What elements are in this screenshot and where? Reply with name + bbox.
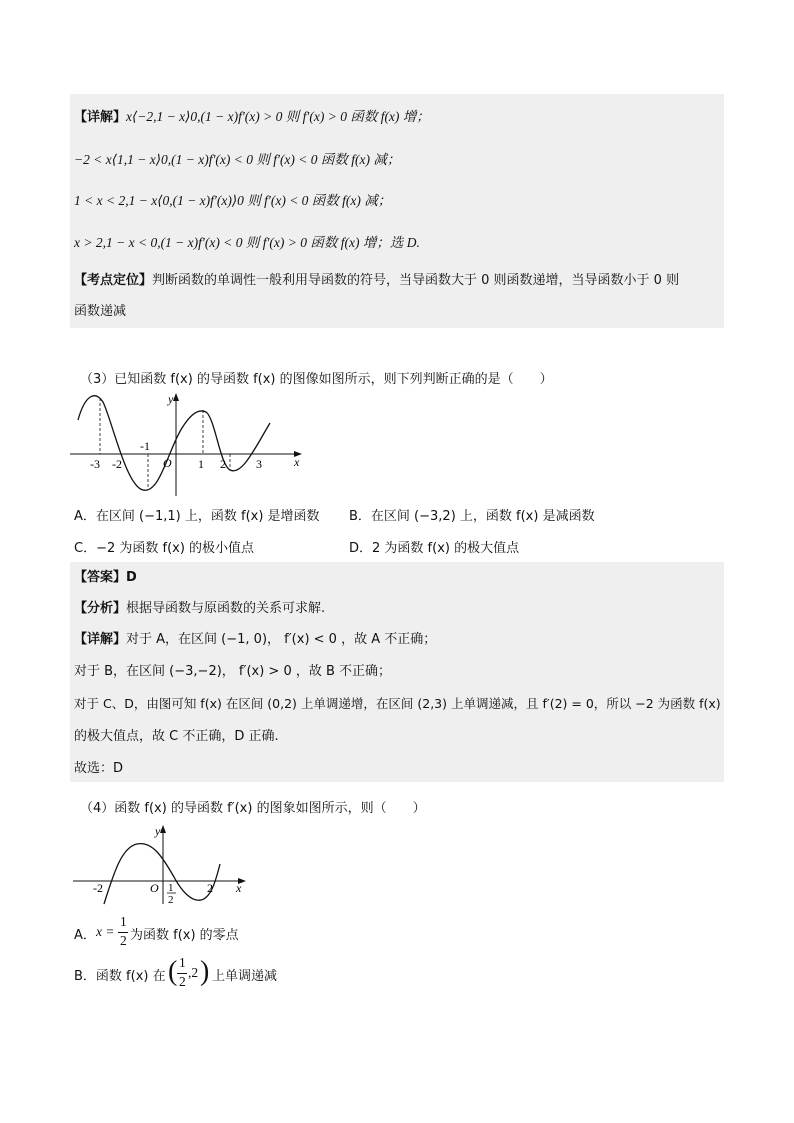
detail-math-1: x⟨−2,1 − x⟩0,(1 − x)f′(x) > 0 则 f′(x) > 0 函数 f(x) 增； (126, 109, 430, 124)
detail-a-line (74, 631, 436, 649)
q4-option-a-prefix: A． (74, 928, 96, 943)
q3-tick-p3: 3 (256, 457, 262, 471)
detail-line-2: −2 < x⟨1,1 − x⟩0,(1 − x)f′(x) < 0 则 f′(x) < 0 函数 f(x) 减； (74, 152, 401, 167)
q3-y-label: y (168, 392, 174, 406)
q4-option-a-text: 为函数 f(x) 的零点 (130, 928, 239, 943)
key-point-tag: 【考点定位】 (74, 273, 153, 288)
detail-a-text: 对于 A，在区间 (−1, 0)， f′(x) < 0 ，故 A 不正确； (126, 632, 437, 647)
detail-tag: 【详解】 (74, 110, 127, 125)
key-point-line-2: 函数递减 (74, 304, 127, 319)
question-4-stem: （4）函数 f(x) 的导函数 f′(x) 的图象如图所示，则（ ） (80, 801, 426, 816)
q3-option-b[interactable]: B．在区间 (−3,2) 上，函数 f(x) 是减函数 (349, 509, 595, 524)
q4-tick-m2: -2 (93, 881, 103, 895)
q3-derivative-graph (70, 390, 310, 500)
q4-y-label: y (155, 824, 161, 838)
q4-option-b-num: 1 (179, 955, 186, 970)
detail-cd-line: 对于 C、D，由图可知 f(x) 在区间 (0,2) 上单调递增，在区间 (2,3) 上单调递减，且 f′(2) = 0，所以 −2 为函数 f(x) (74, 696, 721, 711)
q3-option-a[interactable]: A．在区间 (−1,1) 上，函数 f(x) 是增函数 (74, 509, 320, 524)
analysis-text: 根据导函数与原函数的关系可求解. (126, 601, 326, 616)
q3-tick-m1: -1 (140, 439, 150, 453)
q4-tick-p2: 2 (207, 881, 213, 895)
key-point-line (74, 272, 679, 290)
question-3-stem: （3）已知函数 f(x) 的导函数 f(x) 的图像如图所示，则下列判断正确的是（ ） (80, 372, 553, 387)
analysis-tag: 【分析】 (74, 601, 127, 616)
q4-option-b-interval-end: ,2 (188, 965, 199, 980)
q4-option-b-den: 2 (179, 974, 186, 989)
q4-derivative-graph (70, 822, 260, 907)
q4-tick-half-den: 2 (168, 894, 174, 906)
q4-option-a-den: 2 (120, 933, 127, 948)
pick-line: 故选：D (74, 761, 124, 776)
detail-line-3: 1 < x < 2,1 − x⟨0,(1 − x)f′(x)⟩0 则 f′(x) < 0 函数 f(x) 减； (74, 193, 392, 208)
solution-block-1 (70, 94, 724, 328)
q4-option-a-num: 1 (120, 914, 127, 929)
q4-tick-half-num: 1 (168, 882, 174, 894)
q3-option-d[interactable]: D．2 为函数 f(x) 的极大值点 (349, 541, 520, 556)
q3-tick-m2: -2 (112, 457, 122, 471)
detail-line-4: x > 2,1 − x < 0,(1 − x)f′(x) < 0 则 f′(x) > 0 函数 f(x) 增；选 D. (74, 235, 420, 250)
detail-b-line: 对于 B，在区间 (−3,−2)， f′(x) > 0 ，故 B 不正确； (74, 664, 392, 679)
q3-origin-label: O (163, 456, 172, 470)
answer-line: 【答案】D (74, 570, 137, 585)
q4-option-b-prefix: B．函数 f(x) 在 (74, 969, 166, 984)
q3-x-label: x (294, 455, 300, 469)
key-point-text: 判断函数的单调性一般利用导函数的符号，当导函数大于 0 则函数递增，当导函数小于 0 则 (152, 273, 680, 288)
detail-cd-line-2: 的极大值点，故 C 不正确，D 正确. (74, 729, 279, 744)
q4-option-b-text: 上单调递减 (212, 969, 278, 984)
q4-origin-label: O (150, 881, 159, 895)
analysis-line (74, 600, 325, 618)
q3-option-c[interactable]: C．−2 为函数 f(x) 的极小值点 (74, 541, 255, 556)
detail-line-1 (74, 108, 430, 127)
q3-tick-p2: 2 (220, 457, 226, 471)
q4-x-label: x (236, 881, 242, 895)
q3-tick-p1: 1 (198, 457, 204, 471)
q4-option-a-var: x = (96, 924, 115, 939)
detail-tag-2: 【详解】 (74, 632, 127, 647)
q3-tick-m3: -3 (90, 457, 100, 471)
